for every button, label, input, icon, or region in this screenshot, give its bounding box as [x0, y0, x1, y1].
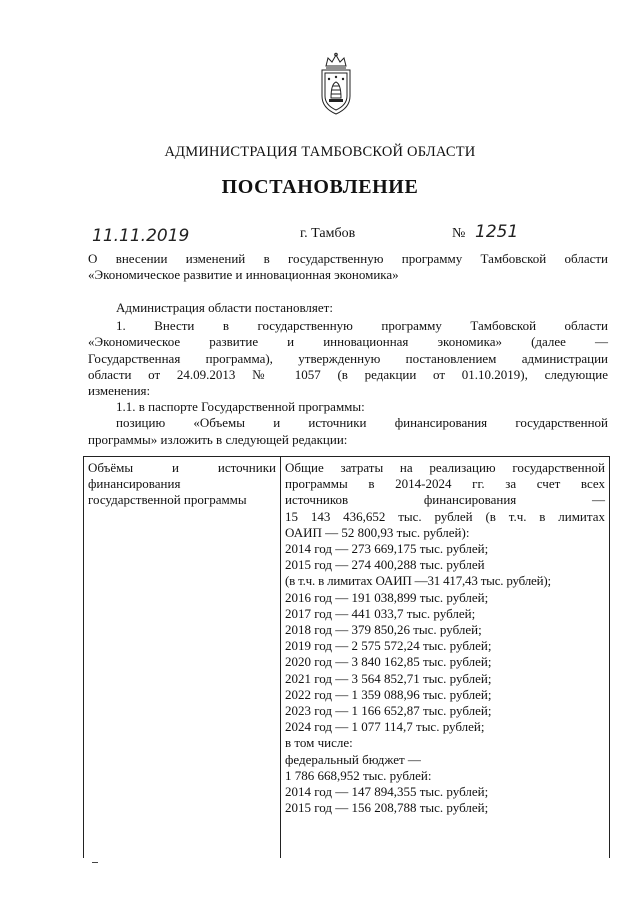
intro-paragraph: Администрация области постановляет:	[116, 300, 333, 315]
item-1-1-paragraph: 1.1. в паспорте Государственной программы:	[116, 399, 365, 415]
paragraph-line: области от 24.09.2013 № 1057 (в редакции от 01.10.2019), следующие	[88, 366, 608, 382]
cell-line: 1 786 668,952 тыс. рублей:	[285, 767, 432, 783]
cell-line: 2024 год — 1 077 114,7 тыс. рублей;	[285, 719, 485, 735]
document-number-label: №	[452, 226, 466, 241]
paragraph-line: изменения:	[88, 383, 151, 399]
paragraph-line: программы» изложить в следующей редакции:	[88, 431, 348, 447]
cell-line: 2014 год — 147 894,355 тыс. рублей;	[285, 784, 489, 800]
cell-line: 2023 год — 1 166 652,87 тыс. рублей;	[285, 703, 492, 719]
cell-line: 2020 год — 3 840 162,85 тыс. рублей;	[285, 654, 492, 670]
coat-of-arms-icon	[318, 52, 354, 118]
cell-line: 2017 год — 441 033,7 тыс. рублей;	[285, 605, 476, 621]
document-date: 11.11.2019	[92, 226, 190, 246]
paragraph-line: 1. Внести в государственную программу Тамбовской области	[116, 318, 608, 334]
cell-line: 2022 год — 1 359 088,96 тыс. рублей;	[285, 686, 492, 702]
position-paragraph	[88, 415, 608, 447]
cell-line: ОАИП — 52 800,93 тыс. рублей):	[285, 524, 470, 540]
cell-line: Объёмы и источники	[88, 460, 276, 475]
document-subject	[88, 251, 608, 283]
organization-name: АДМИНИСТРАЦИЯ ТАМБОВСКОЙ ОБЛАСТИ	[164, 144, 476, 160]
cell-line: источников финансирования —	[285, 492, 605, 508]
document-number: 1251	[475, 222, 519, 242]
cell-line: финансирования	[88, 476, 181, 492]
item-1-paragraph	[88, 318, 608, 399]
cell-line: (в т.ч. в лимитах ОАИП —31 417,43 тыс. рублей);	[285, 573, 551, 589]
cell-line: 2015 год — 156 208,788 тыс. рублей;	[285, 800, 489, 816]
scan-mark	[92, 862, 98, 863]
cell-line: 2014 год — 273 669,175 тыс. рублей;	[285, 541, 489, 557]
cell-line: в том числе:	[285, 735, 353, 751]
column-divider	[280, 457, 281, 858]
document-city: г. Тамбов	[300, 226, 356, 241]
paragraph-line: «Экономическое развитие и инновационная экономика» (далее —	[88, 334, 608, 350]
document-body	[88, 300, 608, 448]
paragraph-line: Государственная программа), утвержденную постановлением администрации	[88, 350, 608, 366]
subject-line: О внесении изменений в государственную программу Тамбовской области	[88, 251, 608, 266]
document-title: ПОСТАНОВЛЕНИЕ	[221, 176, 419, 198]
table-cell-value	[285, 460, 605, 816]
cell-line: 2016 год — 191 038,899 тыс. рублей;	[285, 589, 489, 605]
cell-line: 2019 год — 2 575 572,24 тыс. рублей;	[285, 638, 492, 654]
paragraph-line: позицию «Объемы и источники финансирования государственной	[116, 415, 608, 431]
cell-line: программы в 2014-2024 гг. за счет всех	[285, 476, 605, 492]
cell-line: 2021 год — 3 564 852,71 тыс. рублей;	[285, 670, 492, 686]
table-cell-label	[88, 460, 276, 509]
financing-table	[83, 456, 610, 858]
subject-line: «Экономическое развитие и инновационная экономика»	[88, 267, 399, 282]
cell-line: государственной программы	[88, 492, 247, 508]
cell-line: 2018 год — 379 850,26 тыс. рублей;	[285, 622, 482, 638]
cell-line: 2015 год — 274 400,288 тыс. рублей	[285, 557, 485, 573]
cell-line: 15 143 436,652 тыс. рублей (в т.ч. в лимитах	[285, 508, 605, 524]
cell-line: федеральный бюджет —	[285, 751, 421, 767]
cell-line: Общие затраты на реализацию государственной	[285, 460, 605, 475]
